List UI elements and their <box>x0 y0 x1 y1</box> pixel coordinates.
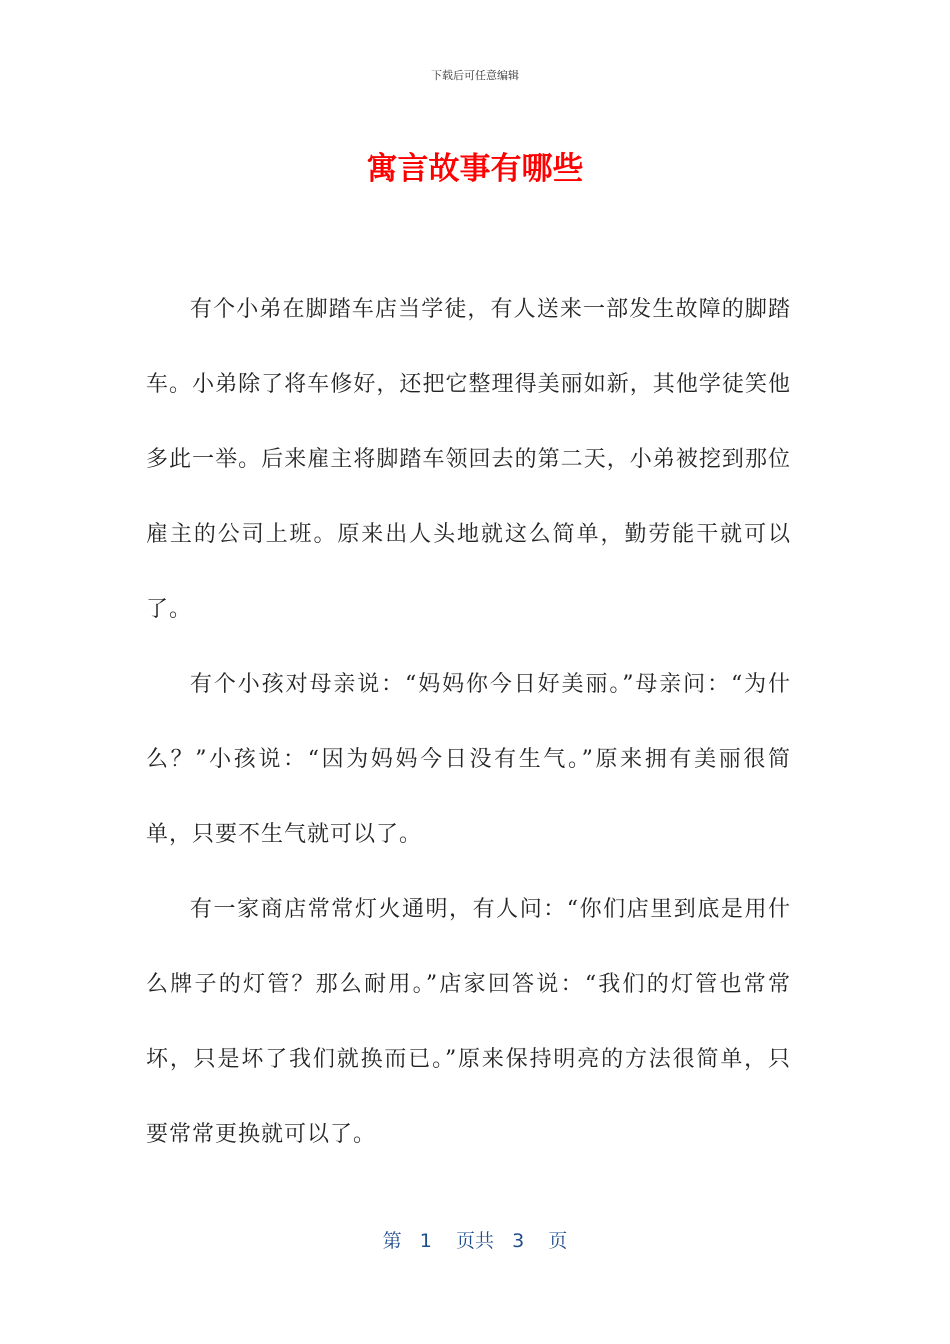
paragraph-bicycle-apprentice: 有个小弟在脚踏车店当学徒，有人送来一部发生故障的脚踏车。小弟除了将车修好，还把它整理得美丽如新，其他学徒笑他多此一举。后来雇主将脚踏车领回去的第二天，小弟被挖到那位雇主的公司上班。原来出人头地就这么简单，勤劳能干就可以了。 <box>146 297 791 622</box>
page-label-suffix: 页 <box>548 1230 568 1252</box>
document-title: 寓言故事有哪些 <box>366 151 584 187</box>
page-footer <box>0 1226 950 1253</box>
total-pages-number: 3 <box>512 1230 525 1252</box>
current-page-number: 1 <box>419 1230 432 1252</box>
page-label-middle: 页共 <box>455 1230 494 1252</box>
paragraph-child-and-mother: 有个小孩对母亲说：“妈妈你今日好美丽。”母亲问：“为什么？”小孩说：“因为妈妈今日没有生气。”原来拥有美丽很简单，只要不生气就可以了。 <box>146 672 791 847</box>
document-body <box>146 272 791 1172</box>
paragraph-bright-shop: 有一家商店常常灯火通明，有人问：“你们店里到底是用什么牌子的灯管？那么耐用。”店家回答说：“我们的灯管也常常坏，只是坏了我们就换而已。”原来保持明亮的方法很简单，只要常常更换就可以了。 <box>146 897 791 1147</box>
header-note: 下载后可任意编辑 <box>431 69 519 82</box>
page-label-prefix: 第 <box>382 1230 402 1252</box>
